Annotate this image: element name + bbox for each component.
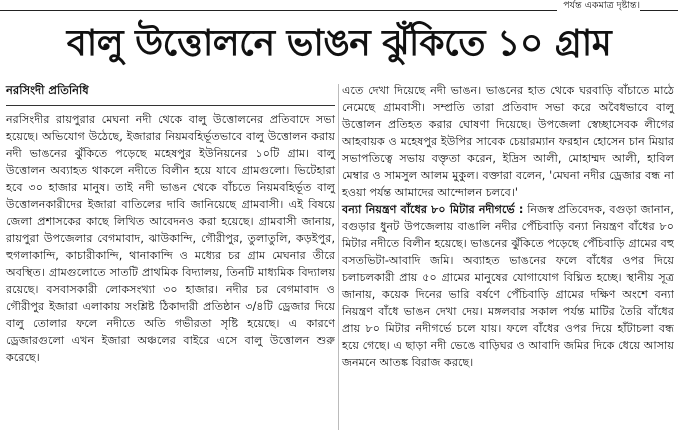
column-divider (338, 84, 339, 430)
previous-article-fragment: পর্যন্ত একমাত্র দৃষ্টান্ত। (557, 0, 640, 12)
subsection-text: নিজস্ব প্রতিবেদক, বগুড়া জানান, বগুড়ার ধুনট উপজেলায় বাঙালি নদীর পেঁচিবাড়ি বন্যা নিয়ন্ত্রণ বাঁধের ৮০ মিটার নদীতে বিলীন হয়েছে। ভাঙনের ঝুঁকিতে পড়েছে পেঁচিবাড়ি গ্রামের বহু বসতভিটা-আবাদি জমি। অব্যাহত ভাঙনের ফলে বাঁধের ওপর দিয়ে চলাচলকারী প্রায় ৫০ গ্রামের মানুষের যোগাযোগ বিঘ্নিত হচ্ছে। স্থানীয় সূত্র জানায়, কয়েক দিনের ভারি বর্ষণে পেঁচিবাড়ি গ্রামের দক্ষিণ অংশে বন্যা নিয়ন্ত্রণ বাঁধে ভাঙন দেখা দেয়। মঙ্গলবার সকাল পর্যন্ত মাটির তৈরি বাঁধের প্রায় ৮০ মিটার নদীগর্ভে চলে যায়। ফলে বাঁধের ওপর দিয়ে হাঁটাচলা বন্ধ হয়ে গেছে। এ ছাড়া নদী ভেঙে বাড়িঘর ও আবাদি জমির দিকে ধেয়ে আসায় জনমনে আতঙ্ক বিরাজ করছে। (342, 203, 674, 369)
article-paragraph: এতে দেখা দিয়েছে নদী ভাঙন। ভাঙনের হাত থেকে ঘরবাড়ি বাঁচাতে মাঠে নেমেছে গ্রামবাসী। সম্প্রতি তারা প্রতিবাদ সভা করে অবৈধভাবে বালু উত্তোলন প্রতিহত করার ঘোষণা দিয়েছে। উপজেলা স্বেচ্ছাসেবক লীগের আহবায়ক ও মহেষপুর ইউপির সাবেক চেয়ারম্যান ফরহান হোসেন চান মিয়ার সভাপতিত্বে সভায় বক্তৃতা করেন, ইদ্রিস আলী, মোহাম্মদ আলী, হাবিল মেম্বার ও সামসুল আলম মুকুল। বক্তারা বলেন, 'মেঘনা নদীর ড্রেজার বন্ধ না হওয়া পর্যন্ত আমাদের আন্দোলন চলবে।' (342, 84, 674, 199)
left-column (6, 82, 335, 366)
headline: বালু উত্তোলনে ভাঙন ঝুঁকিতে ১০ গ্রাম (66, 23, 612, 64)
subsection-paragraph (342, 201, 674, 371)
article-paragraph: নরসিংদীর রায়পুরার মেঘনা নদী থেকে বালু উত্তোলনের প্রতিবাদে সভা হয়েছে। অভিযোগ উঠেছে, ইজারার নিয়মবহির্ভূতভাবে বালু উত্তোলন করায় নদী ভাঙনের ঝুঁকিতে পড়েছে মহেষপুর ইউনিয়নের ১০টি গ্রাম। বালু উত্তোলন অব্যাহত থাকলে নদীতে বিলীন হয়ে যাবে গ্রামগুলো। ভিটেহারা হবে ৩০ হাজার মানুষ। তাই নদী ভাঙন থেকে বাঁচতে নিয়মবহির্ভূত বালু উত্তোলনকারীদের ইজারা বাতিলের দাবি জানিয়েছে গ্রামবাসী। এই বিষয়ে জেলা প্রশাসকের কাছে লিখিত আবেদনও করা হয়েছে। গ্রামবাসী জানায়, রায়পুরা উপজেলার বেগমাবাদ, ঝাউকান্দি, গৌরীপুর, তুলাতুলি, কড়ইপুর, হুগলাকান্দি, কাচারীকান্দি, থানাকান্দি ও মধ্যের চর গ্রাম মেঘনার তীরে অবস্থিত। গ্রামগুলোতে সাতটি প্রাথমিক বিদ্যালয়, তিনটি মাধ্যমিক বিদ্যালয় রয়েছে। বসবাসকারী লোকসংখ্যা ৩০ হাজার। নদীর চর বেগমাবাদ ও গৌরীপুর ইজারা এলাকায় সংশ্লিষ্ট ঠিকাদারী প্রতিষ্ঠান ৩/৪টি ড্রেজার দিয়ে বালু তোলার ফলে নদীতে অতি গভীরতা সৃষ্টি হয়েছে। এ কারণে ড্রেজারগুলো এখন ইজারা অঞ্চলের বাইরে এসে বালু উত্তোলন শুরু করেছে। (6, 113, 335, 364)
right-column (342, 82, 674, 371)
byline: নরসিংদী প্রতিনিধি (6, 83, 89, 97)
byline-rule (6, 105, 335, 106)
top-strip (0, 0, 678, 22)
subsection-heading: বন্যা নিয়ন্ত্রণ বাঁধের ৮০ মিটার নদীগর্ভে : (342, 203, 524, 216)
